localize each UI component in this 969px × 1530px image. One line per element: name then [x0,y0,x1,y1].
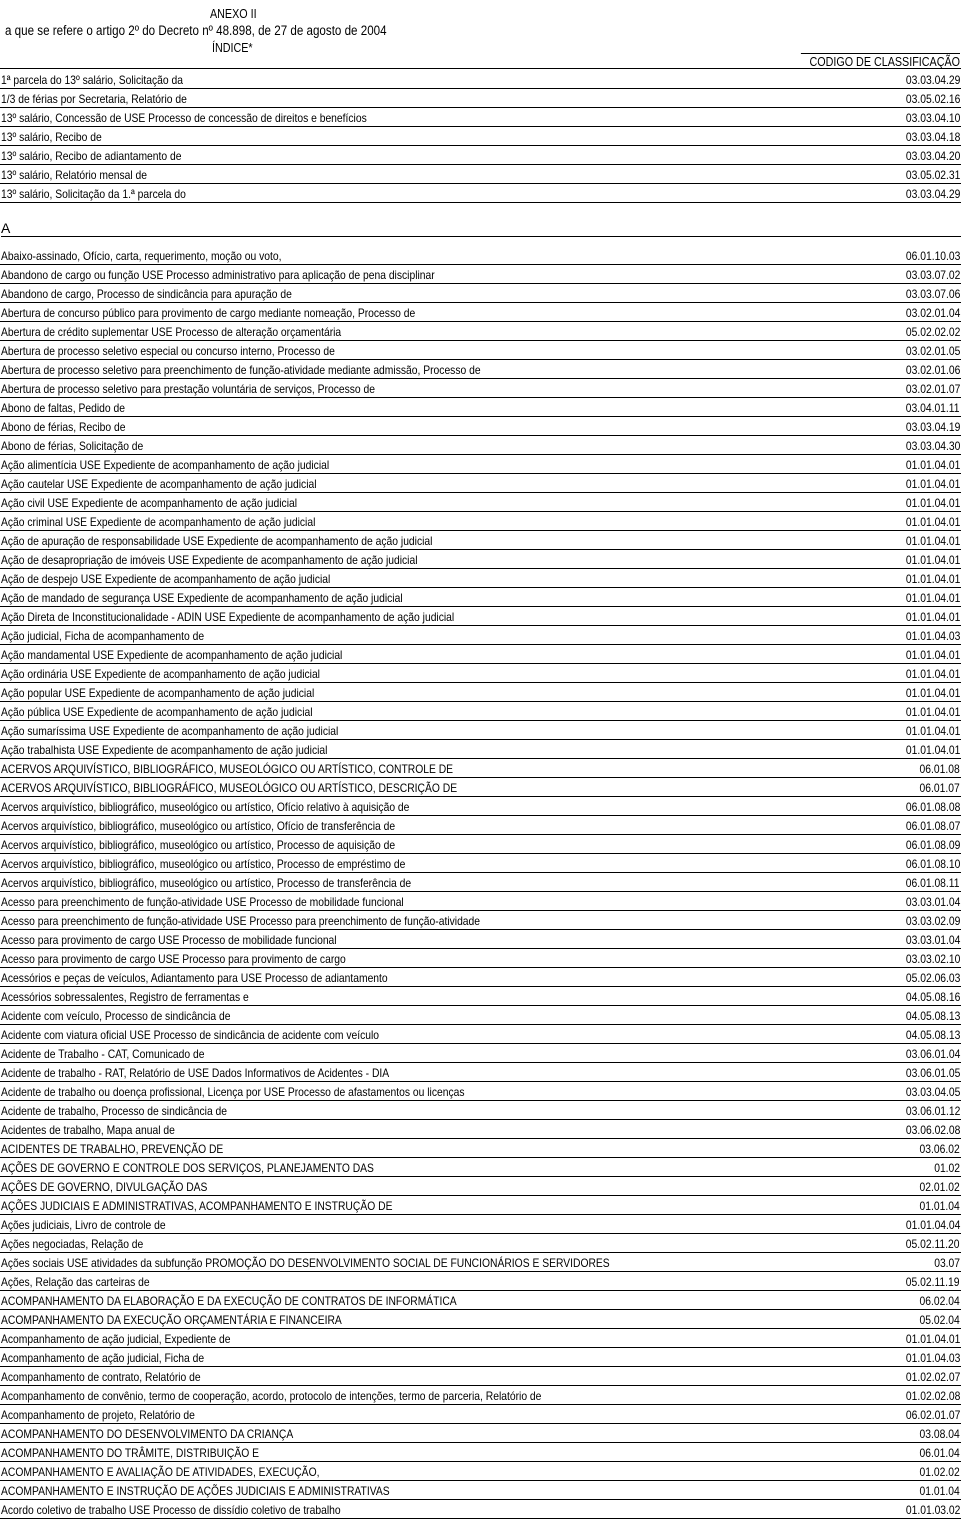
index-title: ÍNDICE* [212,41,253,55]
index-row [0,127,961,146]
classification-code: 03.03.04.29 [905,73,960,87]
classification-code: 03.03.02.10 [905,952,960,966]
classification-code: 05.02.04 [919,1313,960,1327]
classification-code: 03.03.04.20 [905,149,960,163]
classification-code: 03.06.01.12 [905,1104,960,1118]
index-row [0,702,961,721]
index-row [0,1462,961,1481]
index-term: 13º salário, Recibo de adiantamento de [1,149,182,163]
classification-code: 03.03.04.30 [905,439,960,453]
classification-code: 03.03.04.10 [905,111,960,125]
index-term: Abono de férias, Recibo de [1,420,126,434]
index-row [0,1481,961,1500]
classification-code: 03.02.01.05 [905,344,960,358]
index-row [0,1329,961,1348]
index-row [0,417,961,436]
classification-code: 01.01.04.03 [905,1351,960,1365]
index-term: Acesso para provimento de cargo USE Processo de mobilidade funcional [1,933,337,947]
classification-code: 01.01.04.01 [905,591,960,605]
index-row [0,683,961,702]
code-column-header: CODIGO DE CLASSIFICAÇÃO [801,53,960,69]
index-row [0,911,961,930]
index-term: Abono de férias, Solicitação de [1,439,144,453]
index-term: Acompanhamento de projeto, Relatório de [1,1408,195,1422]
index-term: Acessórios sobressalentes, Registro de ferramentas e [1,990,249,1004]
index-term: Ação de desapropriação de imóveis USE Expediente de acompanhamento de ação judicial [1,553,418,567]
index-row [0,146,961,165]
index-term: Ação mandamental USE Expediente de acompanhamento de ação judicial [1,648,343,662]
classification-code: 06.01.08.09 [905,838,960,852]
index-term: Abertura de crédito suplementar USE Processo de alteração orçamentária [1,325,342,339]
index-row [0,1158,961,1177]
section-letter-a: A [1,220,961,237]
index-term: Ação sumaríssima USE Expediente de acompanhamento de ação judicial [1,724,339,738]
classification-code: 06.01.08 [919,762,960,776]
index-row [0,1424,961,1443]
index-term: Ação ordinária USE Expediente de acompanhamento de ação judicial [1,667,320,681]
index-row [0,873,961,892]
classification-code: 01.01.04 [919,1199,960,1213]
index-row [0,89,961,108]
classification-code: 03.03.04.29 [905,187,960,201]
index-term: ACOMPANHAMENTO E AVALIAÇÃO DE ATIVIDADES, EXECUÇÃO, [1,1465,320,1479]
index-term: Ação de mandado de segurança USE Expediente de acompanhamento de ação judicial [1,591,403,605]
classification-code: 05.02.02.02 [905,325,960,339]
index-term: Ações, Relação das carteiras de [1,1275,150,1289]
classification-code: 01.01.04.01 [905,667,960,681]
index-term: Abandono de cargo ou função USE Processo administrativo para aplicação de pena disciplinar [1,268,435,282]
classification-code: 01.01.04.01 [905,743,960,757]
index-term: Abertura de concurso público para provimento de cargo mediante nomeação, Processo de [1,306,416,320]
index-row [0,778,961,797]
index-term: Acompanhamento de ação judicial, Ficha de [1,1351,205,1365]
index-row [0,1006,961,1025]
index-row [0,1025,961,1044]
classification-code: 03.03.07.02 [905,268,960,282]
index-row [0,1405,961,1424]
index-row [0,987,961,1006]
index-term: Acompanhamento de convênio, termo de cooperação, acordo, protocolo de intenções, termo de parceria, Relatório de [1,1389,542,1403]
index-row [0,184,961,203]
classification-code: 01.01.04.01 [905,686,960,700]
index-row [0,165,961,184]
index-term: Ação de apuração de responsabilidade USE Expediente de acompanhamento de ação judicial [1,534,433,548]
index-term: Abandono de cargo, Processo de sindicância para apuração de [1,287,292,301]
index-term: Ação de despejo USE Expediente de acompanhamento de ação judicial [1,572,331,586]
classification-code: 03.03.02.09 [905,914,960,928]
classification-code: 05.02.11.20 [906,1237,960,1251]
index-row [0,1101,961,1120]
classification-code: 03.03.04.18 [905,130,960,144]
classification-code: 04.05.08.16 [905,990,960,1004]
index-row [0,341,961,360]
index-term: ACOMPANHAMENTO DO TRÂMITE, DISTRIBUIÇÃO E [1,1446,260,1460]
index-row [0,398,961,417]
index-term: AÇÕES JUDICIAIS E ADMINISTRATIVAS, ACOMPANHAMENTO E INSTRUÇÃO DE [1,1199,393,1213]
index-term: Acidentes de trabalho, Mapa anual de [1,1123,175,1137]
index-row [0,1120,961,1139]
classification-code: 06.02.04 [919,1294,960,1308]
index-row [0,1253,961,1272]
index-row [0,1367,961,1386]
decree-reference: a que se refere o artigo 2º do Decreto nº 48.898, de 27 de agosto de 2004 [5,23,387,38]
classification-code: 03.03.04.05 [905,1085,960,1099]
index-row [0,1215,961,1234]
index-row [0,512,961,531]
classification-code: 06.02.01.07 [905,1408,960,1422]
classification-code: 03.05.02.31 [905,168,960,182]
classification-code: 01.01.03.02 [905,1503,960,1517]
index-row [0,1082,961,1101]
index-row [0,246,961,265]
index-row [0,626,961,645]
index-term: Acesso para provimento de cargo USE Processo para provimento de cargo [1,952,346,966]
index-term: 1ª parcela do 13º salário, Solicitação da [1,73,183,87]
index-row [0,1063,961,1082]
classification-code: 06.01.08.07 [905,819,960,833]
index-term: ACOMPANHAMENTO DO DESENVOLVIMENTO DA CRIANÇA [1,1427,294,1441]
classification-code: 02.01.02 [919,1180,960,1194]
index-row [0,892,961,911]
annex-title: ANEXO II [210,7,257,21]
index-row [0,740,961,759]
index-term: 13º salário, Solicitação da 1.ª parcela do [1,187,186,201]
index-row [0,1348,961,1367]
index-row [0,1310,961,1329]
index-term: Ação criminal USE Expediente de acompanhamento de ação judicial [1,515,316,529]
classification-code: 06.01.10.03 [905,249,960,263]
index-row [0,1500,961,1519]
classification-code: 01.01.04.01 [905,1332,960,1346]
index-row [0,645,961,664]
classification-code: 06.01.04 [919,1446,960,1460]
index-row [0,816,961,835]
index-term: Ação civil USE Expediente de acompanhamento de ação judicial [1,496,298,510]
index-row [0,493,961,512]
index-row [0,835,961,854]
index-row [0,284,961,303]
index-term: AÇÕES DE GOVERNO E CONTROLE DOS SERVIÇOS, PLANEJAMENTO DAS [1,1161,374,1175]
index-row [0,1386,961,1405]
index-term: ACERVOS ARQUIVÍSTICO, BIBLIOGRÁFICO, MUSEOLÓGICO OU ARTÍSTICO, DESCRIÇÃO DE [1,781,458,795]
classification-code: 01.01.04.01 [905,458,960,472]
index-row [0,322,961,341]
index-term: Ações sociais USE atividades da subfunção PROMOÇÃO DO DESENVOLVIMENTO SOCIAL DE FUNCIONÁRIOS E SERVIDORES [1,1256,610,1270]
index-term: Acidente de Trabalho - CAT, Comunicado de [1,1047,205,1061]
classification-code: 06.01.08.08 [905,800,960,814]
index-term: AÇÕES DE GOVERNO, DIVULGAÇÃO DAS [1,1180,208,1194]
index-term: Acesso para preenchimento de função-atividade USE Processo para preenchimento de função-atividade [1,914,481,928]
index-row [0,360,961,379]
index-term: Ação judicial, Ficha de acompanhamento de [1,629,205,643]
index-term: ACIDENTES DE TRABALHO, PREVENÇÃO DE [1,1142,224,1156]
classification-code: 01.01.04.04 [905,1218,960,1232]
index-row [0,588,961,607]
classification-code: 04.05.08.13 [905,1028,960,1042]
index-row [0,455,961,474]
index-row [0,759,961,778]
classification-code: 01.01.04.01 [905,553,960,567]
classification-code: 03.06.02 [919,1142,960,1156]
classification-code: 01.02 [934,1161,960,1175]
index-term: Acordo coletivo de trabalho USE Processo de dissídio coletivo de trabalho [1,1503,341,1517]
classification-code: 03.05.02.16 [905,92,960,106]
index-row [0,436,961,455]
classification-code: 01.01.04.01 [905,477,960,491]
index-row [0,1443,961,1462]
classification-code: 03.08.04 [919,1427,960,1441]
index-term: Acervos arquivístico, bibliográfico, museológico ou artístico, Processo de transferência de [1,876,412,890]
index-term: 13º salário, Concessão de USE Processo de concessão de direitos e benefícios [1,111,367,125]
classification-code: 01.01.04.01 [905,648,960,662]
index-row [0,108,961,127]
index-term: 13º salário, Recibo de [1,130,102,144]
index-term: Acidente com veículo, Processo de sindicância de [1,1009,231,1023]
index-term: Abono de faltas, Pedido de [1,401,125,415]
index-row [0,1234,961,1253]
index-term: Ação cautelar USE Expediente de acompanhamento de ação judicial [1,477,317,491]
classification-code: 03.04.01.11 [906,401,960,415]
index-row [0,569,961,588]
index-row [0,303,961,322]
classification-code: 03.06.01.04 [905,1047,960,1061]
classification-code: 01.01.04.01 [905,534,960,548]
index-term: Acervos arquivístico, bibliográfico, museológico ou artístico, Ofício relativo à aquisição de [1,800,410,814]
index-term: Acompanhamento de ação judicial, Expediente de [1,1332,231,1346]
classification-code: 04.05.08.13 [905,1009,960,1023]
classification-code: 01.01.04.01 [905,705,960,719]
index-term: Acidente de trabalho - RAT, Relatório de USE Dados Informativos de Acidentes - DIA [1,1066,390,1080]
index-row [0,930,961,949]
classification-code: 03.02.01.04 [905,306,960,320]
index-row [0,1196,961,1215]
index-row [0,949,961,968]
classification-code: 03.03.04.19 [905,420,960,434]
classification-code: 03.03.01.04 [905,895,960,909]
index-term: Acompanhamento de contrato, Relatório de [1,1370,201,1384]
classification-code: 03.02.01.07 [905,382,960,396]
classification-code: 06.01.07 [919,781,960,795]
index-row [0,379,961,398]
index-term: ACERVOS ARQUIVÍSTICO, BIBLIOGRÁFICO, MUSEOLÓGICO OU ARTÍSTICO, CONTROLE DE [1,762,454,776]
index-term: Ação alimentícia USE Expediente de acompanhamento de ação judicial [1,458,330,472]
index-term: 13º salário, Relatório mensal de [1,168,148,182]
index-term: Ação pública USE Expediente de acompanhamento de ação judicial [1,705,313,719]
classification-code: 01.01.04.01 [905,610,960,624]
classification-code: 01.02.02.08 [905,1389,960,1403]
classification-code: 03.06.01.05 [905,1066,960,1080]
classification-code: 03.03.01.04 [905,933,960,947]
index-row [0,1177,961,1196]
index-term: Acervos arquivístico, bibliográfico, museológico ou artístico, Ofício de transferência de [1,819,396,833]
index-term: Acidente de trabalho ou doença profissional, Licença por USE Processo de afastamentos ou licenças [1,1085,465,1099]
classification-code: 05.02.11.19 [906,1275,960,1289]
index-row [0,1044,961,1063]
index-term: Acervos arquivístico, bibliográfico, museológico ou artístico, Processo de empréstimo de [1,857,406,871]
index-term: Acidente com viatura oficial USE Processo de sindicância de acidente com veículo [1,1028,380,1042]
index-term: Acervos arquivístico, bibliográfico, museológico ou artístico, Processo de aquisição de [1,838,396,852]
classification-code: 01.01.04.01 [905,496,960,510]
classification-code: 06.01.08.11 [906,876,960,890]
index-row [0,1291,961,1310]
index-term: Acesso para preenchimento de função-atividade USE Processo de mobilidade funcional [1,895,404,909]
classification-code: 03.02.01.06 [905,363,960,377]
index-row [0,797,961,816]
index-term: Abaixo-assinado, Ofício, carta, requerimento, moção ou voto, [1,249,282,263]
index-row [0,531,961,550]
classification-code: 06.01.08.10 [905,857,960,871]
index-term: Ação popular USE Expediente de acompanhamento de ação judicial [1,686,315,700]
index-term: Abertura de processo seletivo especial ou concurso interno, Processo de [1,344,335,358]
letter-a-entries-table [0,246,961,1519]
index-term: Ações judiciais, Livro de controle de [1,1218,166,1232]
index-term: Abertura de processo seletivo para preenchimento de função-atividade mediante admissão, Processo de [1,363,481,377]
index-term: Acidente de trabalho, Processo de sindicância de [1,1104,228,1118]
classification-code: 05.02.06.03 [905,971,960,985]
classification-code: 01.01.04 [919,1484,960,1498]
index-row [0,664,961,683]
classification-code: 01.01.04.03 [905,629,960,643]
index-term: ACOMPANHAMENTO DA EXECUÇÃO ORÇAMENTÁRIA E FINANCEIRA [1,1313,342,1327]
index-row [0,265,961,284]
index-row [0,70,961,89]
index-row [0,968,961,987]
index-row [0,721,961,740]
classification-code: 03.06.02.08 [905,1123,960,1137]
index-row [0,1139,961,1158]
index-term: Acessórios e peças de veículos, Adiantamento para USE Processo de adiantamento [1,971,388,985]
index-term: Ação trabalhista USE Expediente de acompanhamento de ação judicial [1,743,328,757]
index-row [0,474,961,493]
classification-code: 03.03.07.06 [905,287,960,301]
classification-code: 01.01.04.01 [905,572,960,586]
classification-code: 01.02.02.07 [905,1370,960,1384]
index-term: Abertura de processo seletivo para prestação voluntária de serviços, Processo de [1,382,376,396]
header-rule [0,68,961,69]
classification-code: 03.07 [934,1256,960,1270]
index-term: ACOMPANHAMENTO E INSTRUÇÃO DE AÇÕES JUDICIAIS E ADMINISTRATIVAS [1,1484,390,1498]
index-term: Ação Direta de Inconstitucionalidade - ADIN USE Expediente de acompanhamento de ação judicial [1,610,455,624]
numeric-entries-table [0,70,961,203]
index-row [0,607,961,626]
index-term: Ações negociadas, Relação de [1,1237,144,1251]
index-term: ACOMPANHAMENTO DA ELABORAÇÃO E DA EXECUÇÃO DE CONTRATOS DE INFORMÁTICA [1,1294,457,1308]
index-term: 1/3 de férias por Secretaria, Relatório de [1,92,187,106]
classification-code: 01.01.04.01 [905,515,960,529]
classification-code: 01.02.02 [919,1465,960,1479]
index-row [0,550,961,569]
index-row [0,854,961,873]
index-row [0,1272,961,1291]
classification-code: 01.01.04.01 [905,724,960,738]
